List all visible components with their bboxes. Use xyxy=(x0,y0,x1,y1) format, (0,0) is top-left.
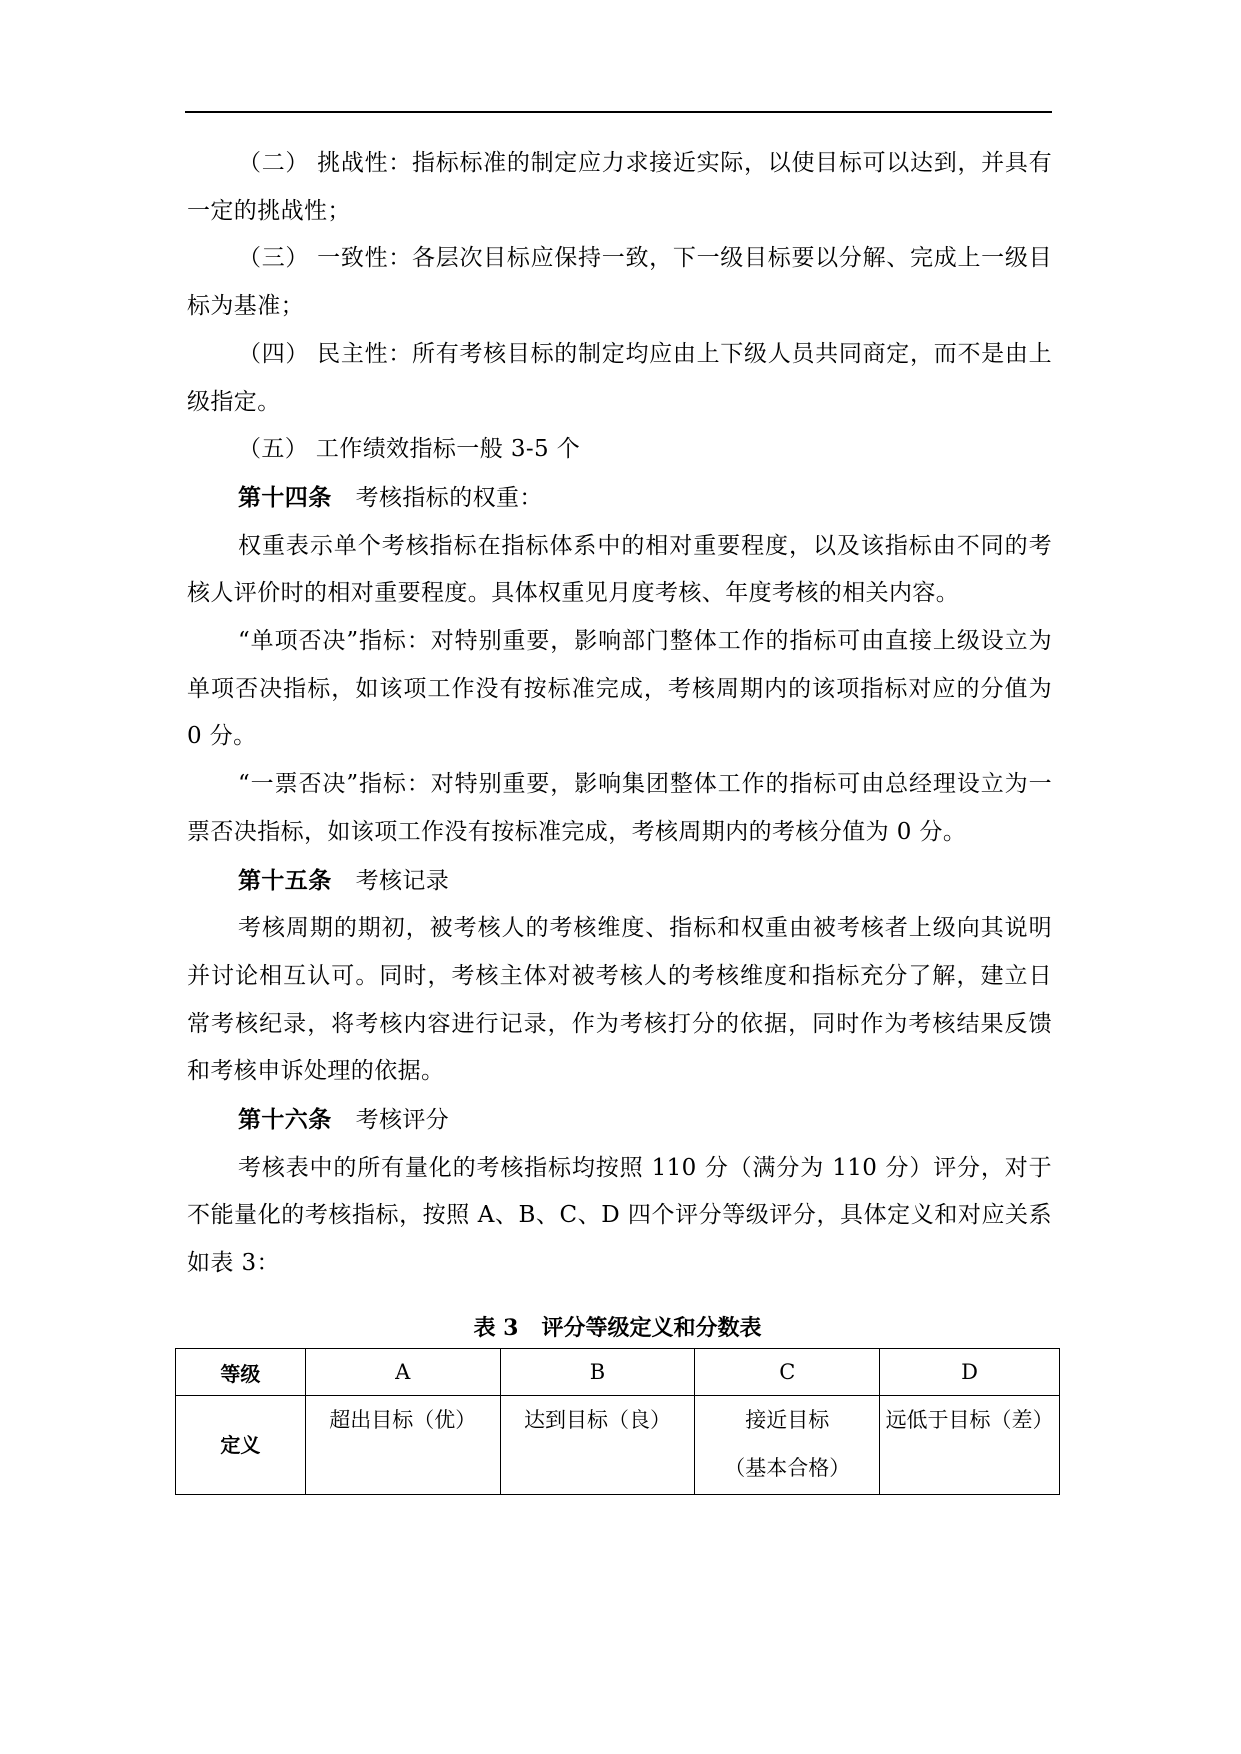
article-16-number: 第十六条 xyxy=(238,1106,332,1134)
table-cell-definition-label: 定义 xyxy=(176,1396,306,1495)
article-14-one-vote-veto-paragraph: “一票否决”指标：对特别重要，影响集团整体工作的指标可由总经理设立为一票否决指标，如该项工作没有按标准完成，考核周期内的考核分值为 0 分。 xyxy=(187,771,1052,845)
grade-definition-table xyxy=(175,1348,1060,1495)
article-16-paragraph: 考核表中的所有量化的考核指标均按照 110 分（满分为 110 分）评分，对于不能量化的考核指标，按照 A、B、C、D 四个评分等级评分，具体定义和对应关系如表 3： xyxy=(187,1154,1052,1277)
article-16-heading xyxy=(187,1096,1052,1145)
table-cell-definition-d: 远低于目标（差） xyxy=(880,1396,1060,1495)
article-14-heading xyxy=(187,474,1052,523)
article-14-title: 考核指标的权重： xyxy=(355,484,543,511)
table-cell-grade-a: A xyxy=(305,1349,500,1396)
article-15-heading xyxy=(187,857,1052,906)
article-15-title: 考核记录 xyxy=(355,867,450,894)
article-15-number: 第十五条 xyxy=(238,866,332,894)
table-cell-grade-c: C xyxy=(695,1349,880,1396)
document-body xyxy=(187,140,1052,1288)
principle-consistency: （三） 一致性：各层次目标应保持一致，下一级目标要以分解、完成上一级目标为基准； xyxy=(187,245,1052,320)
header-rule xyxy=(185,111,1052,113)
table-definition-row xyxy=(176,1396,1060,1495)
table-cell-grade-b: B xyxy=(500,1349,695,1396)
principle-count: （五） 工作绩效指标一般 3-5 个 xyxy=(238,436,581,463)
table-cell-grade-label: 等级 xyxy=(176,1349,306,1396)
principle-democracy: （四） 民主性：所有考核目标的制定均应由上下级人员共同商定，而不是由上级指定。 xyxy=(187,340,1052,415)
article-15-paragraph: 考核周期的期初，被考核人的考核维度、指标和权重由被考核者上级向其说明并讨论相互认可。同时，考核主体对被考核人的考核维度和指标充分了解，建立日常考核纪录，将考核内容进行记录，作为考核打分的依据，同时作为考核结果反馈和考核申诉处理的依据。 xyxy=(187,915,1052,1085)
table-caption: 表 3 评分等级定义和分数表 xyxy=(473,1315,762,1341)
table-header-row xyxy=(176,1349,1060,1396)
article-14-weight-paragraph: 权重表示单个考核指标在指标体系中的相对重要程度，以及该指标由不同的考核人评价时的相对重要程度。具体权重见月度考核、年度考核的相关内容。 xyxy=(187,532,1052,607)
article-16-title: 考核评分 xyxy=(355,1107,450,1134)
principle-challenge: （二） 挑战性：指标标准的制定应力求接近实际，以使目标可以达到，并具有一定的挑战性； xyxy=(187,150,1052,224)
article-14-single-veto-paragraph: “单项否决”指标：对特别重要，影响部门整体工作的指标可由直接上级设立为单项否决指标，如该项工作没有按标准完成，考核周期内的该项指标对应的分值为 0 分。 xyxy=(187,628,1052,750)
table-cell-definition-b: 达到目标（良） xyxy=(500,1396,695,1495)
table-cell-grade-d: D xyxy=(880,1349,1060,1396)
article-14-number: 第十四条 xyxy=(238,483,332,511)
table-cell-definition-c: 接近目标 （基本合格） xyxy=(695,1396,880,1495)
table-cell-definition-a: 超出目标（优） xyxy=(305,1396,500,1495)
